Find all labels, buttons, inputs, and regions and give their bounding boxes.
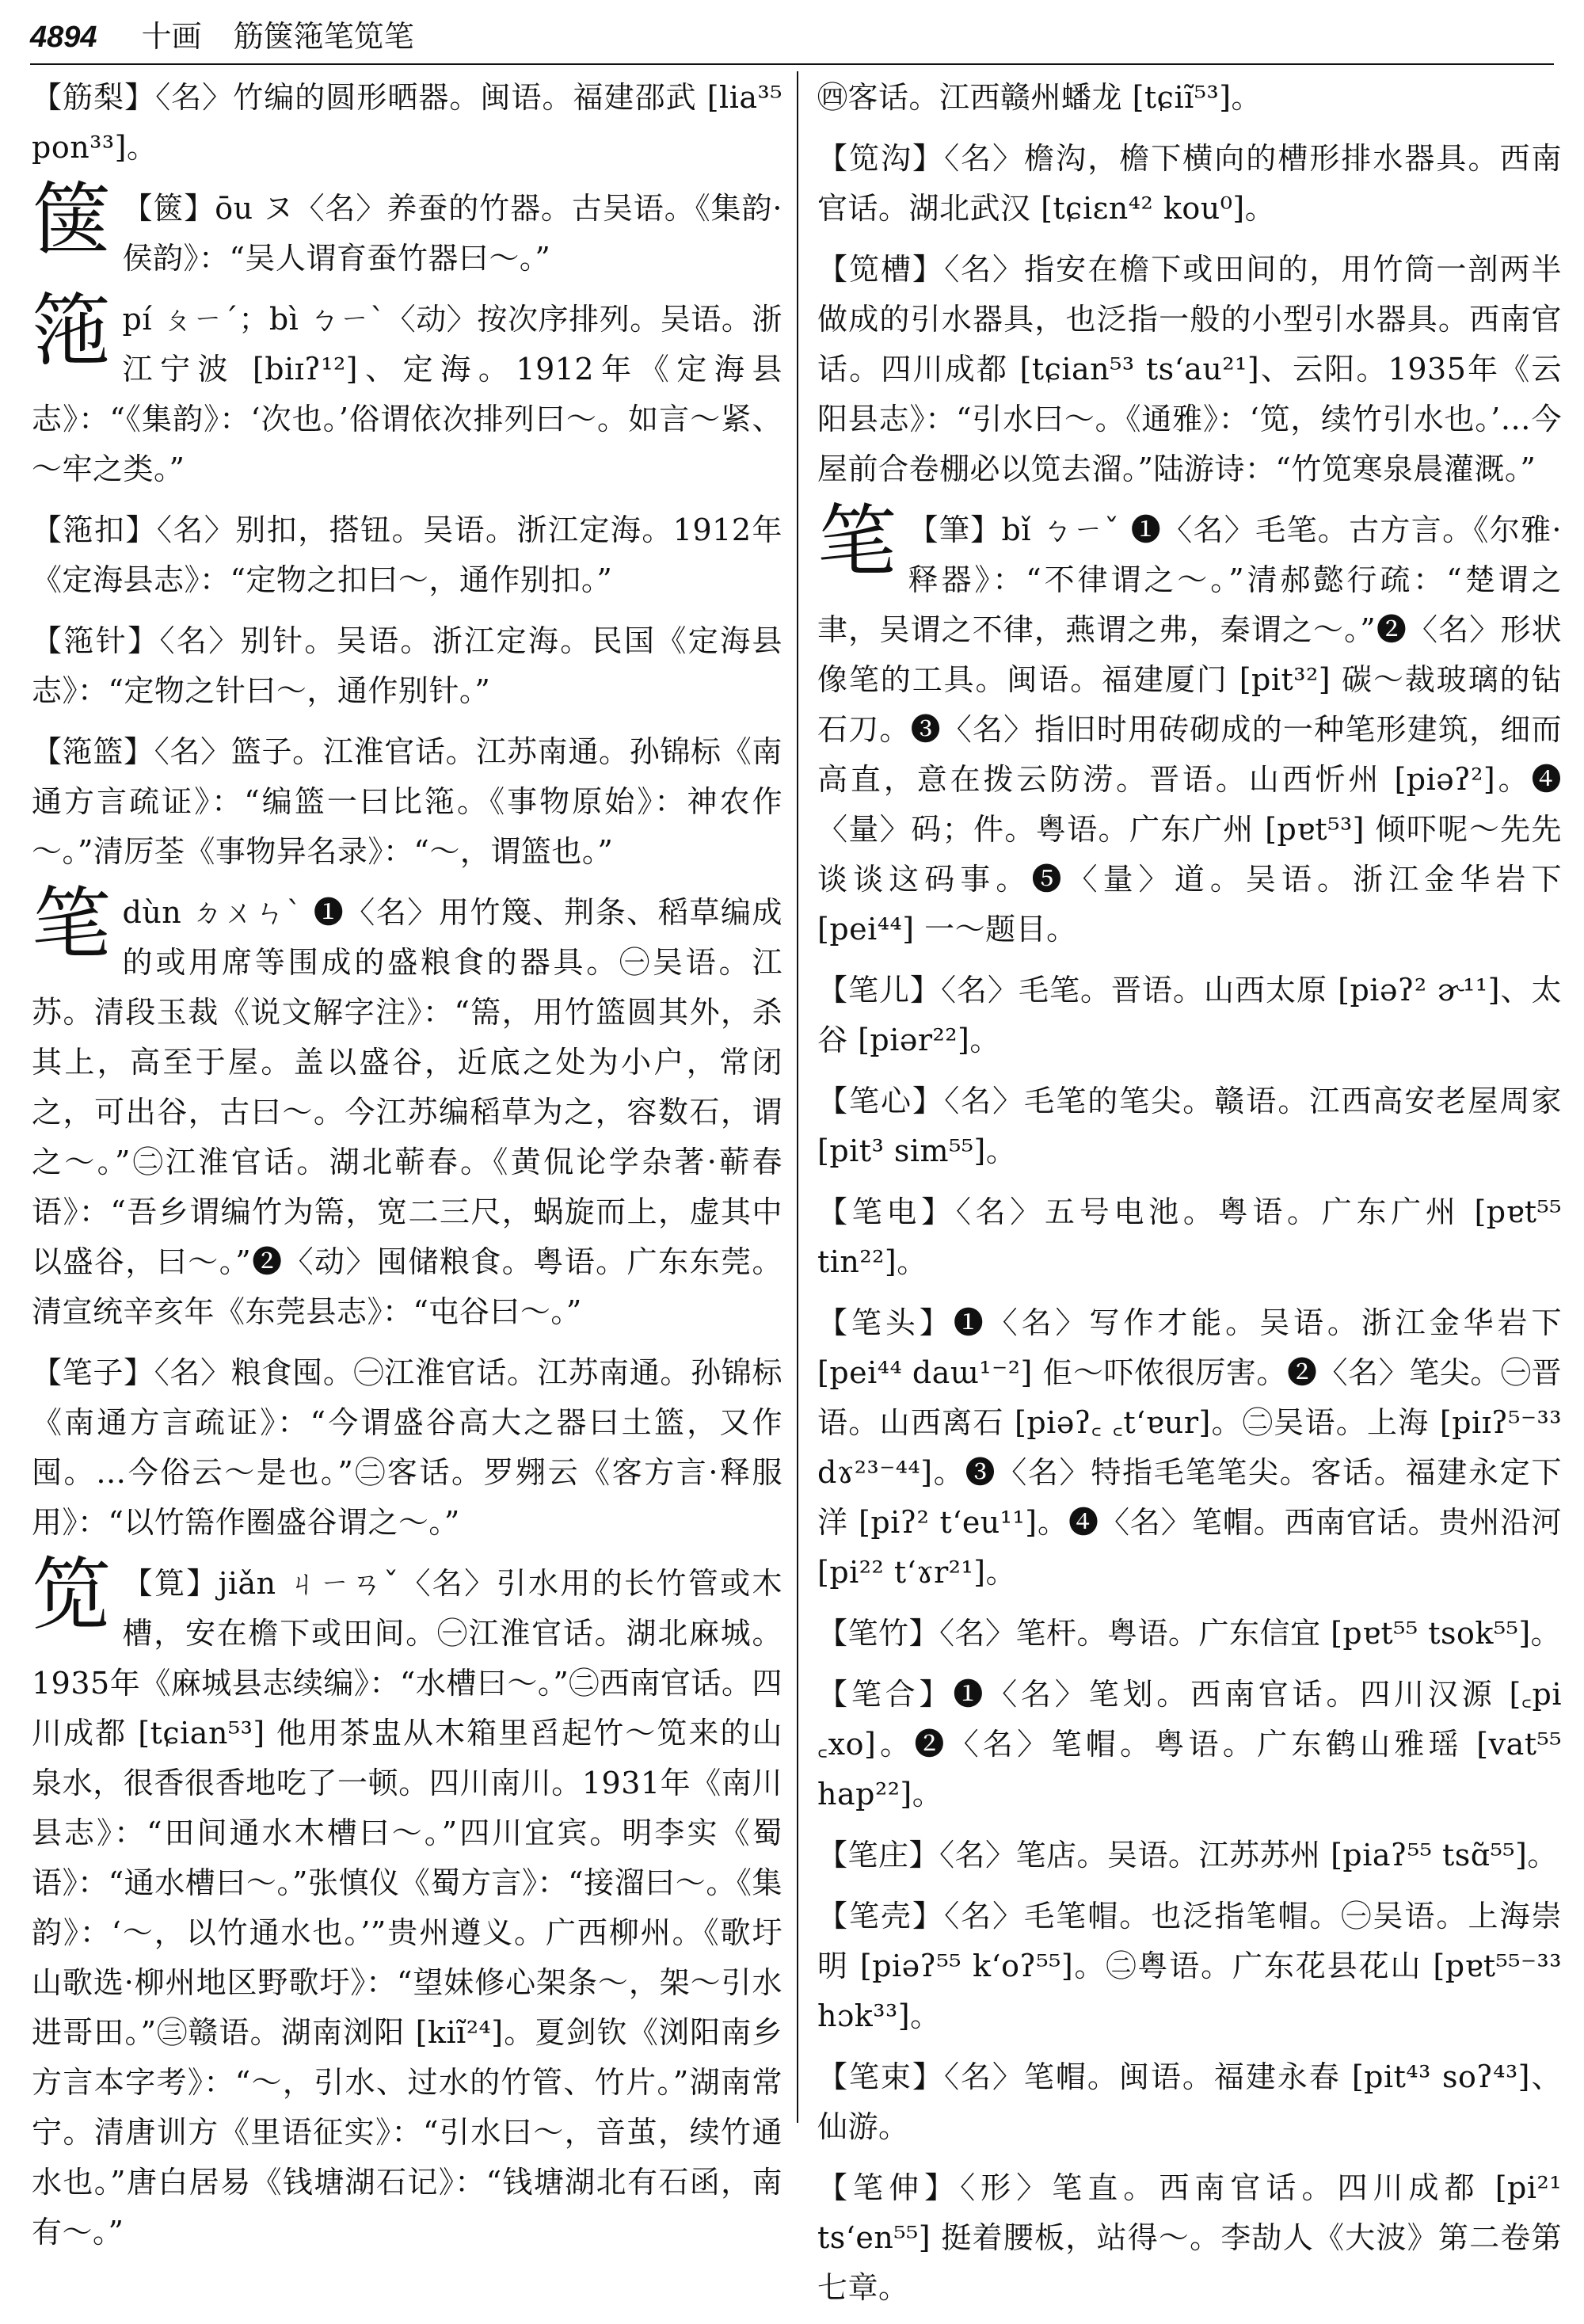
dictionary-entry bbox=[817, 1187, 1562, 1287]
entry-definition: 〈名〉竹编的圆形晒器。闽语。福建邵武 [lia³⁵ pon³³]。 bbox=[32, 80, 782, 165]
dictionary-entry bbox=[817, 1831, 1562, 1880]
dictionary-entry bbox=[817, 73, 1562, 123]
entry-headword: 【笕沟】 bbox=[817, 141, 945, 176]
dictionary-entry bbox=[32, 727, 782, 877]
entry-headword: 【笔子】 bbox=[32, 1355, 154, 1390]
dictionary-entry bbox=[817, 1609, 1562, 1659]
dictionary-entry bbox=[817, 1076, 1562, 1176]
entry-character: 笔 bbox=[817, 495, 897, 588]
entry-headword: 【筂针】 bbox=[32, 623, 160, 658]
entry-definition: 〈名〉别针。吴语。浙江定海。民国《定海县志》：“定物之针曰～，通作别针。” bbox=[32, 623, 782, 708]
right-column bbox=[817, 73, 1562, 2324]
entry-headword: 【筆】 bbox=[908, 512, 1002, 547]
dictionary-entry bbox=[32, 1348, 782, 1548]
entry-definition: pí ㄆㄧˊ；bì ㄅㄧˋ〈动〉按次序排列。吴语。浙江宁波 [biɪʔ¹²]、定海。1912年《定海县志》：“《集韵》：‘次也。’俗谓依次排列曰～。如言～紧、～牢之类。” bbox=[32, 302, 782, 486]
entry-character: 笔 bbox=[32, 878, 112, 970]
dictionary-entry bbox=[817, 1892, 1562, 2041]
entry-headword: 【筂篮】 bbox=[32, 734, 154, 769]
entry-definition: 〈名〉指安在檐下或田间的，用竹筒一剖两半做成的引水器具，也泛指一般的小型引水器具。西南官话。四川成都 [tɕian⁵³ tsʻau²¹]、云阳。1935年《云阳县志》：“引水曰～。《通雅》：‘笕，续竹引水也。’…今屋前合卷棚必以笕去溜。”陆游诗：“竹笕寒泉晨灌溉。” bbox=[817, 252, 1562, 486]
entry-definition: dùn ㄉㄨㄣˋ ❶〈名〉用竹篾、荆条、稻草编成的或用席等围成的盛粮食的器具。㊀吴语。江苏。清段玉裁《说文解字注》：“篅，用竹篮圆其外，杀其上，高至于屋。盖以盛谷，近底之处为小户，常闭之，可出谷，古曰～。今江苏编稻草为之，容数石，谓之～。”㊁江淮官话。湖北蕲春。《黄侃论学杂著·蕲春语》：“吾乡谓编竹为篅，宽二三尺，蜗旋而上，虚其中以盛谷，曰～。”❷〈动〉囤储粮食。粤语。广东东莞。清宣统辛亥年《东莞县志》：“屯谷曰～。” bbox=[32, 895, 782, 1329]
page-number: 4894 bbox=[30, 21, 97, 54]
left-column bbox=[32, 73, 782, 2269]
dictionary-entry bbox=[32, 878, 782, 1337]
dictionary-entry bbox=[32, 616, 782, 716]
entry-definition: 〈名〉毛笔帽。也泛指笔帽。㊀吴语。上海崇明 [piəʔ⁵⁵ kʻoʔ⁵⁵]。㊁粤语。广东花县花山 [pɐt⁵⁵⁻³³ hɔk³³]。 bbox=[817, 1899, 1562, 2033]
entry-definition: ㊃客话。江西赣州蟠龙 [tɕiĩ⁵³]。 bbox=[817, 80, 1262, 115]
entry-definition: ❶〈名〉写作才能。吴语。浙江金华岩下 [pei⁴⁴ daɯ¹⁻²] 佢～吓侬很厉害。❷〈名〉笔尖。㊀晋语。山西离石 [piəʔ꜀ ꜀tʻɐur]。㊁吴语。上海 [piɪʔ⁵⁻³³ dɤ²³⁻⁴⁴]。❸〈名〉特指毛笔笔尖。客话。福建永定下洋 [piʔ² tʻeu¹¹]。❹〈名〉笔帽。西南官话。贵州沿河 [pi²² tʻɤr²¹]。 bbox=[817, 1305, 1562, 1590]
dictionary-entry bbox=[817, 134, 1562, 234]
entry-headword: 【笔伸】 bbox=[817, 2170, 961, 2205]
header-rule bbox=[30, 63, 1554, 65]
entry-definition: 〈形〉笔直。西南官话。四川成都 [pi²¹ tsʻen⁵⁵] 挺着腰板，站得～。李劼人《大波》第二卷第七章。 bbox=[817, 2170, 1562, 2305]
dictionary-entry bbox=[817, 495, 1562, 954]
entry-headword: 【笔头】 bbox=[817, 1305, 954, 1340]
entry-headword: 【筂扣】 bbox=[32, 512, 157, 547]
entry-character: 筂 bbox=[32, 284, 112, 377]
dictionary-entry bbox=[817, 2163, 1562, 2313]
dictionary-entry bbox=[817, 1298, 1562, 1598]
page-header bbox=[30, 13, 1554, 60]
dictionary-entry bbox=[32, 1549, 782, 2257]
entry-headword: 【笔儿】 bbox=[817, 973, 942, 1008]
entry-headword: 【笔束】 bbox=[817, 2059, 944, 2094]
dictionary-entry bbox=[32, 505, 782, 605]
entry-definition: 〈名〉别扣，搭钮。吴语。浙江定海。1912年《定海县志》：“定物之扣曰～，通作别扣。” bbox=[32, 512, 782, 597]
entry-headword: 【笕槽】 bbox=[817, 252, 945, 287]
dictionary-entry bbox=[817, 245, 1562, 494]
entry-definition: ōu ヌ〈名〉养蚕的竹器。古吴语。《集韵·侯韵》：“吴人谓育蚕竹器曰～。” bbox=[122, 191, 782, 276]
entry-character: 笕 bbox=[32, 1549, 112, 1641]
entry-headword: 【篋】 bbox=[122, 191, 215, 226]
dictionary-entry bbox=[32, 73, 782, 173]
dictionary-entry bbox=[817, 966, 1562, 1065]
entry-definition: 〈名〉笔杆。粤语。广东信宜 [pɐt⁵⁵ tsok⁵⁵]。 bbox=[939, 1616, 1562, 1651]
entry-definition: 〈名〉檐沟，檐下横向的槽形排水器具。西南官话。湖北武汉 [tɕiɛn⁴² kou⁰]。 bbox=[817, 141, 1562, 226]
dictionary-entry bbox=[817, 2052, 1562, 2152]
entry-headword: 【笔壳】 bbox=[817, 1899, 945, 1933]
entry-headword: 【筋梨】 bbox=[32, 80, 156, 115]
entry-definition: ❶〈名〉笔划。西南官话。四川汉源 [꜀pi ꜀xo]。❷〈名〉笔帽。粤语。广东鹤山雅瑶 [vat⁵⁵ hap²²]。 bbox=[817, 1677, 1562, 1812]
dictionary-entry bbox=[32, 284, 782, 494]
entry-definition: 〈名〉毛笔的笔尖。赣语。江西高安老屋周家 [pit³ sim⁵⁵]。 bbox=[817, 1084, 1562, 1168]
entry-headword: 【笔庄】 bbox=[817, 1838, 940, 1873]
dictionary-entry bbox=[32, 173, 782, 284]
running-headwords: 筋箧筂笔笕笔 bbox=[233, 19, 414, 54]
entry-definition: jiǎn ㄐㄧㄢˇ〈名〉引水用的长竹管或木槽，安在檐下或田间。㊀江淮官话。湖北麻城。1935年《麻城县志续编》：“水槽曰～。”㊁西南官话。四川成都 [tɕian⁵³] 他用茶盅从木箱里舀起竹～笕来的山泉水，很香很香地吃了一顿。四川南川。1931年《南川县志》：“田间通水木槽曰～。”四川宜宾。明李实《蜀语》：“通水槽曰～。”张慎仪《蜀方言》：“接溜曰～。《集韵》：‘～，以竹通水也。’”贵州遵义。广西柳州。《歌圩山歌选·柳州地区野歌圩》：“望妹修心架条～，架～引水进哥田。”㊂赣语。湖南浏阳 [kiĩ²⁴]。夏剑钦《浏阳南乡方言本字考》：“～，引水、过水的竹管、竹片。”湖南常宁。清唐训方《里语征实》：“引水曰～，音茧，续竹通水也。”唐白居易《钱塘湖石记》：“钱塘湖北有石函，南有～。” bbox=[32, 1566, 782, 2250]
entry-headword: 【笔心】 bbox=[817, 1084, 945, 1118]
dictionary-entry bbox=[817, 1670, 1562, 1819]
entry-definition: bǐ ㄅㄧˇ ❶〈名〉毛笔。古方言。《尔雅·释器》：“不律谓之～。”清郝懿行疏：“楚谓之聿，吴谓之不律，燕谓之弗，秦谓之～。”❷〈名〉形状像笔的工具。闽语。福建厦门 [pit³²] 碳～裁玻璃的钻石刀。❸〈名〉指旧时用砖砌成的一种笔形建筑，细而高直，意在拨云防涝。晋语。山西忻州 [piəʔ²]。❹〈量〉码；件。粤语。广东广州 [pɐt⁵³] 倾吓呢～先先谈谈这码事。❺〈量〉道。吴语。浙江金华岩下 [pei⁴⁴] 一～题目。 bbox=[817, 512, 1562, 947]
entry-headword: 【笔竹】 bbox=[817, 1616, 940, 1651]
section-label: 十画 bbox=[141, 19, 202, 54]
entry-headword: 【笔合】 bbox=[817, 1677, 954, 1712]
entry-definition: 〈名〉粮食囤。㊀江淮官话。江苏南通。孙锦标《南通方言疏证》：“今谓盛谷高大之器曰土篮，又作囤。…今俗云～是也。”㊁客话。罗翙云《客方言·释服用》：“以竹篅作圈盛谷谓之～。” bbox=[32, 1355, 782, 1540]
entry-definition: 〈名〉五号电池。粤语。广东广州 [pɐt⁵⁵ tin²²]。 bbox=[817, 1194, 1562, 1279]
entry-character: 箧 bbox=[32, 173, 112, 266]
entry-definition: 〈名〉毛笔。晋语。山西太原 [piəʔ² ɚ¹¹]、太谷 [piər²²]。 bbox=[817, 973, 1562, 1057]
entry-headword: 【筧】 bbox=[122, 1566, 219, 1601]
entry-definition: 〈名〉笔帽。闽语。福建永春 [pit⁴³ soʔ⁴³]、仙游。 bbox=[817, 2059, 1562, 2144]
entry-definition: 〈名〉篮子。江淮官话。江苏南通。孙锦标《南通方言疏证》：“编篮一曰比筂。《事物原始》：神农作～。”清厉荃《事物异名录》：“～，谓篮也。” bbox=[32, 734, 782, 869]
column-divider bbox=[797, 71, 798, 2123]
entry-headword: 【笔电】 bbox=[817, 1194, 956, 1229]
entry-definition: 〈名〉笔店。吴语。江苏苏州 [piaʔ⁵⁵ tsɑ̃⁵⁵]。 bbox=[939, 1838, 1558, 1873]
